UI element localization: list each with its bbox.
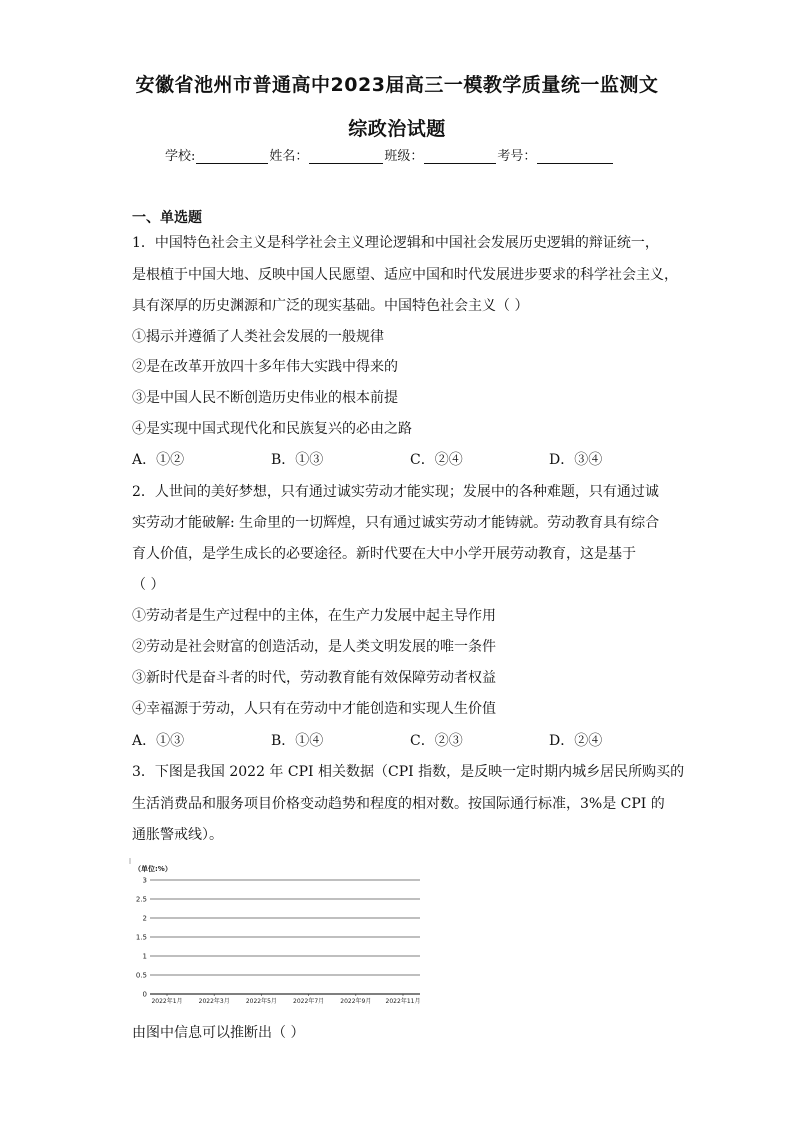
q1-stem-line: 1．中国特色社会主义是科学社会主义理论逻辑和中国社会发展历史逻辑的辩证统一， <box>132 235 659 251</box>
chart-x-tick-label: 2022年9月 <box>340 998 372 1005</box>
q3-stem-line: 通胀警戒线）。 <box>132 827 223 843</box>
school-label: 学校: <box>165 149 196 164</box>
exam-title-line2: 综政治试题 <box>348 118 446 140</box>
cpi-chart <box>126 858 426 1006</box>
chart-unit-label: （单位:%） <box>134 865 172 873</box>
chart-y-tick-label: 1.5 <box>135 933 147 942</box>
chart-x-tick-label: 2022年11月 <box>385 998 421 1005</box>
number-label: 考号： <box>497 149 537 164</box>
chart-y-tick-label: 1 <box>142 952 147 961</box>
q2-item: ①劳动者是生产过程中的主体，在生产力发展中起主导作用 <box>132 608 496 624</box>
q1-item: ②是在改革开放四十多年伟大实践中得来的 <box>132 359 398 375</box>
q2-stem-line: 实劳动才能破解: 生命里的一切辉煌，只有通过诚实劳动才能铸就。劳动教育具有综合 <box>132 515 660 531</box>
chart-y-tick-label: 3 <box>142 876 147 885</box>
name-label: 姓名： <box>269 149 309 164</box>
chart-y-tick-label: 0.5 <box>135 971 147 980</box>
q2-stem-line: 2．人世间的美好梦想，只有通过诚实劳动才能实现；发展中的各种难题，只有通过诚 <box>132 484 659 500</box>
q1-item: ③是中国人民不断创造历史伟业的根本前提 <box>132 390 398 406</box>
chart-y-tick-label: 2 <box>142 914 147 923</box>
q1-option-b[interactable]: B．①③ <box>271 452 324 468</box>
q2-option-c[interactable]: C．②③ <box>410 733 463 749</box>
q2-stem-line: 育人价值，是学生成长的必要途径。新时代要在大中小学开展劳动教育，这是基于 <box>132 546 636 562</box>
q2-item: ②劳动是社会财富的创造活动，是人类文明发展的唯一条件 <box>132 639 496 655</box>
q1-item: ①揭示并遵循了人类社会发展的一般规律 <box>132 329 384 345</box>
q1-option-a[interactable]: A．①② <box>132 452 185 468</box>
q1-item: ④是实现中国式现代化和民族复兴的必由之路 <box>132 421 412 437</box>
chart-x-tick-label: 2022年7月 <box>293 998 325 1005</box>
number-blank[interactable] <box>537 149 613 164</box>
chart-y-tick-label: 0 <box>142 990 147 999</box>
q1-stem-line: 具有深厚的历史渊源和广泛的现实基础。中国特色社会主义（ ） <box>132 298 529 314</box>
q2-option-b[interactable]: B．①④ <box>271 733 324 749</box>
chart-y-tick-label: 2.5 <box>135 895 147 904</box>
q2-item: ③新时代是奋斗者的时代，劳动教育能有效保障劳动者权益 <box>132 670 496 686</box>
chart-grid <box>150 880 420 994</box>
q1-option-c[interactable]: C．②④ <box>410 452 463 468</box>
q2-option-d[interactable]: D．②④ <box>549 733 603 749</box>
chart-x-ticks <box>151 994 420 1005</box>
q2-stem-line: （ ） <box>132 577 165 593</box>
q3-after-line: 由图中信息可以推断出（ ） <box>132 1025 305 1041</box>
chart-x-tick-label: 2022年1月 <box>151 998 183 1005</box>
q3-stem-line: 生活消费品和服务项目价格变动趋势和程度的相对数。按国际通行标准，3%是 CPI 的 <box>132 796 665 812</box>
q1-stem-line: 是根植于中国大地、反映中国人民愿望、适应中国和时代发展进步要求的科学社会主义， <box>132 267 678 283</box>
chart-x-tick-label: 2022年5月 <box>245 998 277 1005</box>
name-blank[interactable] <box>309 149 383 164</box>
q2-option-a[interactable]: A．①③ <box>132 733 185 749</box>
chart-x-tick-label: 2022年3月 <box>198 998 230 1005</box>
chart-y-ticks <box>136 877 147 999</box>
q1-option-d[interactable]: D．③④ <box>549 452 603 468</box>
exam-title-line1: 安徽省池州市普通高中2023届高三一模教学质量统一监测文 <box>135 74 659 96</box>
section-heading: 一、单选题 <box>132 210 202 226</box>
q2-item: ④幸福源于劳动，人只有在劳动中才能创造和实现人生价值 <box>132 701 496 717</box>
q3-stem-line: 3．下图是我国 2022 年 CPI 相关数据（CPI 指数，是反映一定时期内城乡居民所购买的 <box>132 764 685 780</box>
class-label: 班级： <box>384 149 424 164</box>
student-info-row <box>165 145 614 164</box>
school-blank[interactable] <box>196 149 268 164</box>
class-blank[interactable] <box>424 149 496 164</box>
